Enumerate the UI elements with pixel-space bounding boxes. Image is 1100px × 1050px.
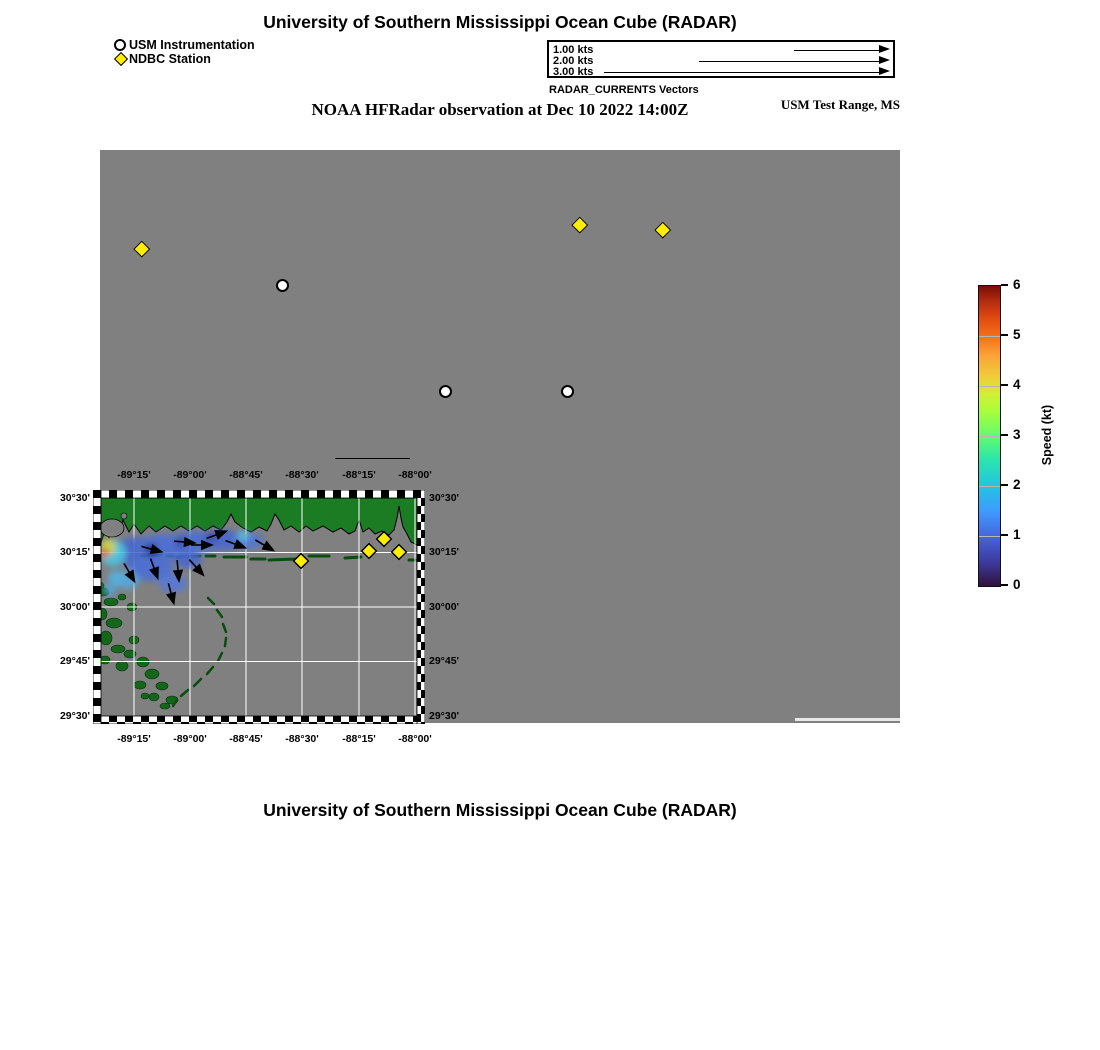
lon-label-top: -88°00' bbox=[398, 469, 432, 481]
vector-scale-caption: RADAR_CURRENTS Vectors bbox=[549, 84, 699, 96]
colorbar-gridline bbox=[979, 336, 1000, 337]
lat-label-right: 29°30' bbox=[429, 710, 460, 722]
scale-row-label: 2.00 kts bbox=[553, 55, 594, 67]
scale-vector-line bbox=[794, 50, 879, 51]
colorbar-tick-label: 4 bbox=[1013, 377, 1021, 392]
map-edge-line bbox=[795, 718, 900, 721]
lat-label-left: 30°30' bbox=[59, 492, 90, 504]
usm-station-legend-icon bbox=[114, 39, 126, 51]
colorbar-tick bbox=[1001, 534, 1008, 536]
test-range-label: USM Test Range, MS bbox=[780, 97, 900, 112]
lat-label-left: 29°30' bbox=[59, 710, 90, 722]
lat-label-left: 30°15' bbox=[59, 546, 90, 558]
speed-blob bbox=[159, 574, 187, 592]
lon-label-bottom: -89°00' bbox=[173, 733, 207, 745]
lon-label-top: -88°15' bbox=[342, 469, 376, 481]
lon-label-bottom: -88°45' bbox=[229, 733, 263, 745]
lon-label-top: -89°00' bbox=[173, 469, 207, 481]
colorbar-tick-label: 2 bbox=[1013, 477, 1021, 492]
lon-label-bottom: -88°00' bbox=[398, 733, 432, 745]
colorbar-gridline bbox=[979, 436, 1000, 437]
vector-scale-box bbox=[547, 40, 895, 78]
scale-vector-arrowhead-icon bbox=[879, 56, 890, 64]
colorbar-gridline bbox=[979, 386, 1000, 387]
lat-label-right: 29°45' bbox=[429, 655, 460, 667]
colorbar-tick-label: 1 bbox=[1013, 527, 1021, 542]
lon-label-bottom: -88°15' bbox=[342, 733, 376, 745]
colorbar-axis-label: Speed (kt) bbox=[1040, 404, 1054, 466]
scale-vector-arrowhead-icon bbox=[879, 45, 890, 53]
colorbar-tick-label: 0 bbox=[1013, 577, 1021, 592]
lon-label-top: -89°15' bbox=[117, 469, 151, 481]
lat-label-right: 30°30' bbox=[429, 492, 460, 504]
colorbar-tick-label: 3 bbox=[1013, 427, 1021, 442]
observation-subtitle: NOAA HFRadar observation at Dec 10 2022 14:00Z bbox=[311, 100, 689, 119]
distance-scale-bar bbox=[335, 458, 410, 459]
usm-legend-label: USM Instrumentation bbox=[129, 38, 255, 52]
inset-small-lake bbox=[121, 513, 127, 519]
colorbar-tick bbox=[1001, 284, 1008, 286]
speed-blob bbox=[100, 548, 110, 558]
speed-colorbar bbox=[978, 285, 1001, 587]
inset-bay-inlet bbox=[100, 519, 124, 537]
scale-row-label: 1.00 kts bbox=[553, 44, 594, 56]
scale-vector-line bbox=[604, 72, 879, 73]
inset-map-canvas bbox=[93, 490, 425, 724]
speed-blob bbox=[237, 531, 249, 541]
colorbar-tick-label: 5 bbox=[1013, 327, 1021, 342]
lat-label-right: 30°15' bbox=[429, 546, 460, 558]
scale-vector-arrowhead-icon bbox=[879, 67, 890, 75]
lon-label-top: -88°30' bbox=[285, 469, 319, 481]
scale-vector-line bbox=[699, 61, 879, 62]
speed-blob bbox=[104, 584, 116, 596]
lon-label-bottom: -89°15' bbox=[117, 733, 151, 745]
lat-label-left: 30°00' bbox=[59, 601, 90, 613]
speed-blob bbox=[108, 570, 124, 586]
colorbar-gridline bbox=[979, 486, 1000, 487]
colorbar-tick bbox=[1001, 484, 1008, 486]
colorbar-tick bbox=[1001, 334, 1008, 336]
colorbar-gridline bbox=[979, 536, 1000, 537]
colorbar-tick bbox=[1001, 584, 1008, 586]
lon-label-bottom: -88°30' bbox=[285, 733, 319, 745]
page-title: University of Southern Mississippi Ocean Cube (RADAR) bbox=[263, 12, 737, 32]
ndbc-legend-label: NDBC Station bbox=[129, 52, 211, 66]
footer-title: University of Southern Mississippi Ocean Cube (RADAR) bbox=[263, 800, 737, 820]
ndbc-station-legend-icon bbox=[114, 52, 128, 66]
colorbar-tick bbox=[1001, 384, 1008, 386]
scale-row-label: 3.00 kts bbox=[553, 66, 594, 78]
colorbar-tick bbox=[1001, 434, 1008, 436]
colorbar-tick-label: 6 bbox=[1013, 277, 1021, 292]
lon-label-top: -88°45' bbox=[229, 469, 263, 481]
inset-map bbox=[93, 490, 425, 724]
lat-label-left: 29°45' bbox=[59, 655, 90, 667]
lat-label-right: 30°00' bbox=[429, 601, 460, 613]
